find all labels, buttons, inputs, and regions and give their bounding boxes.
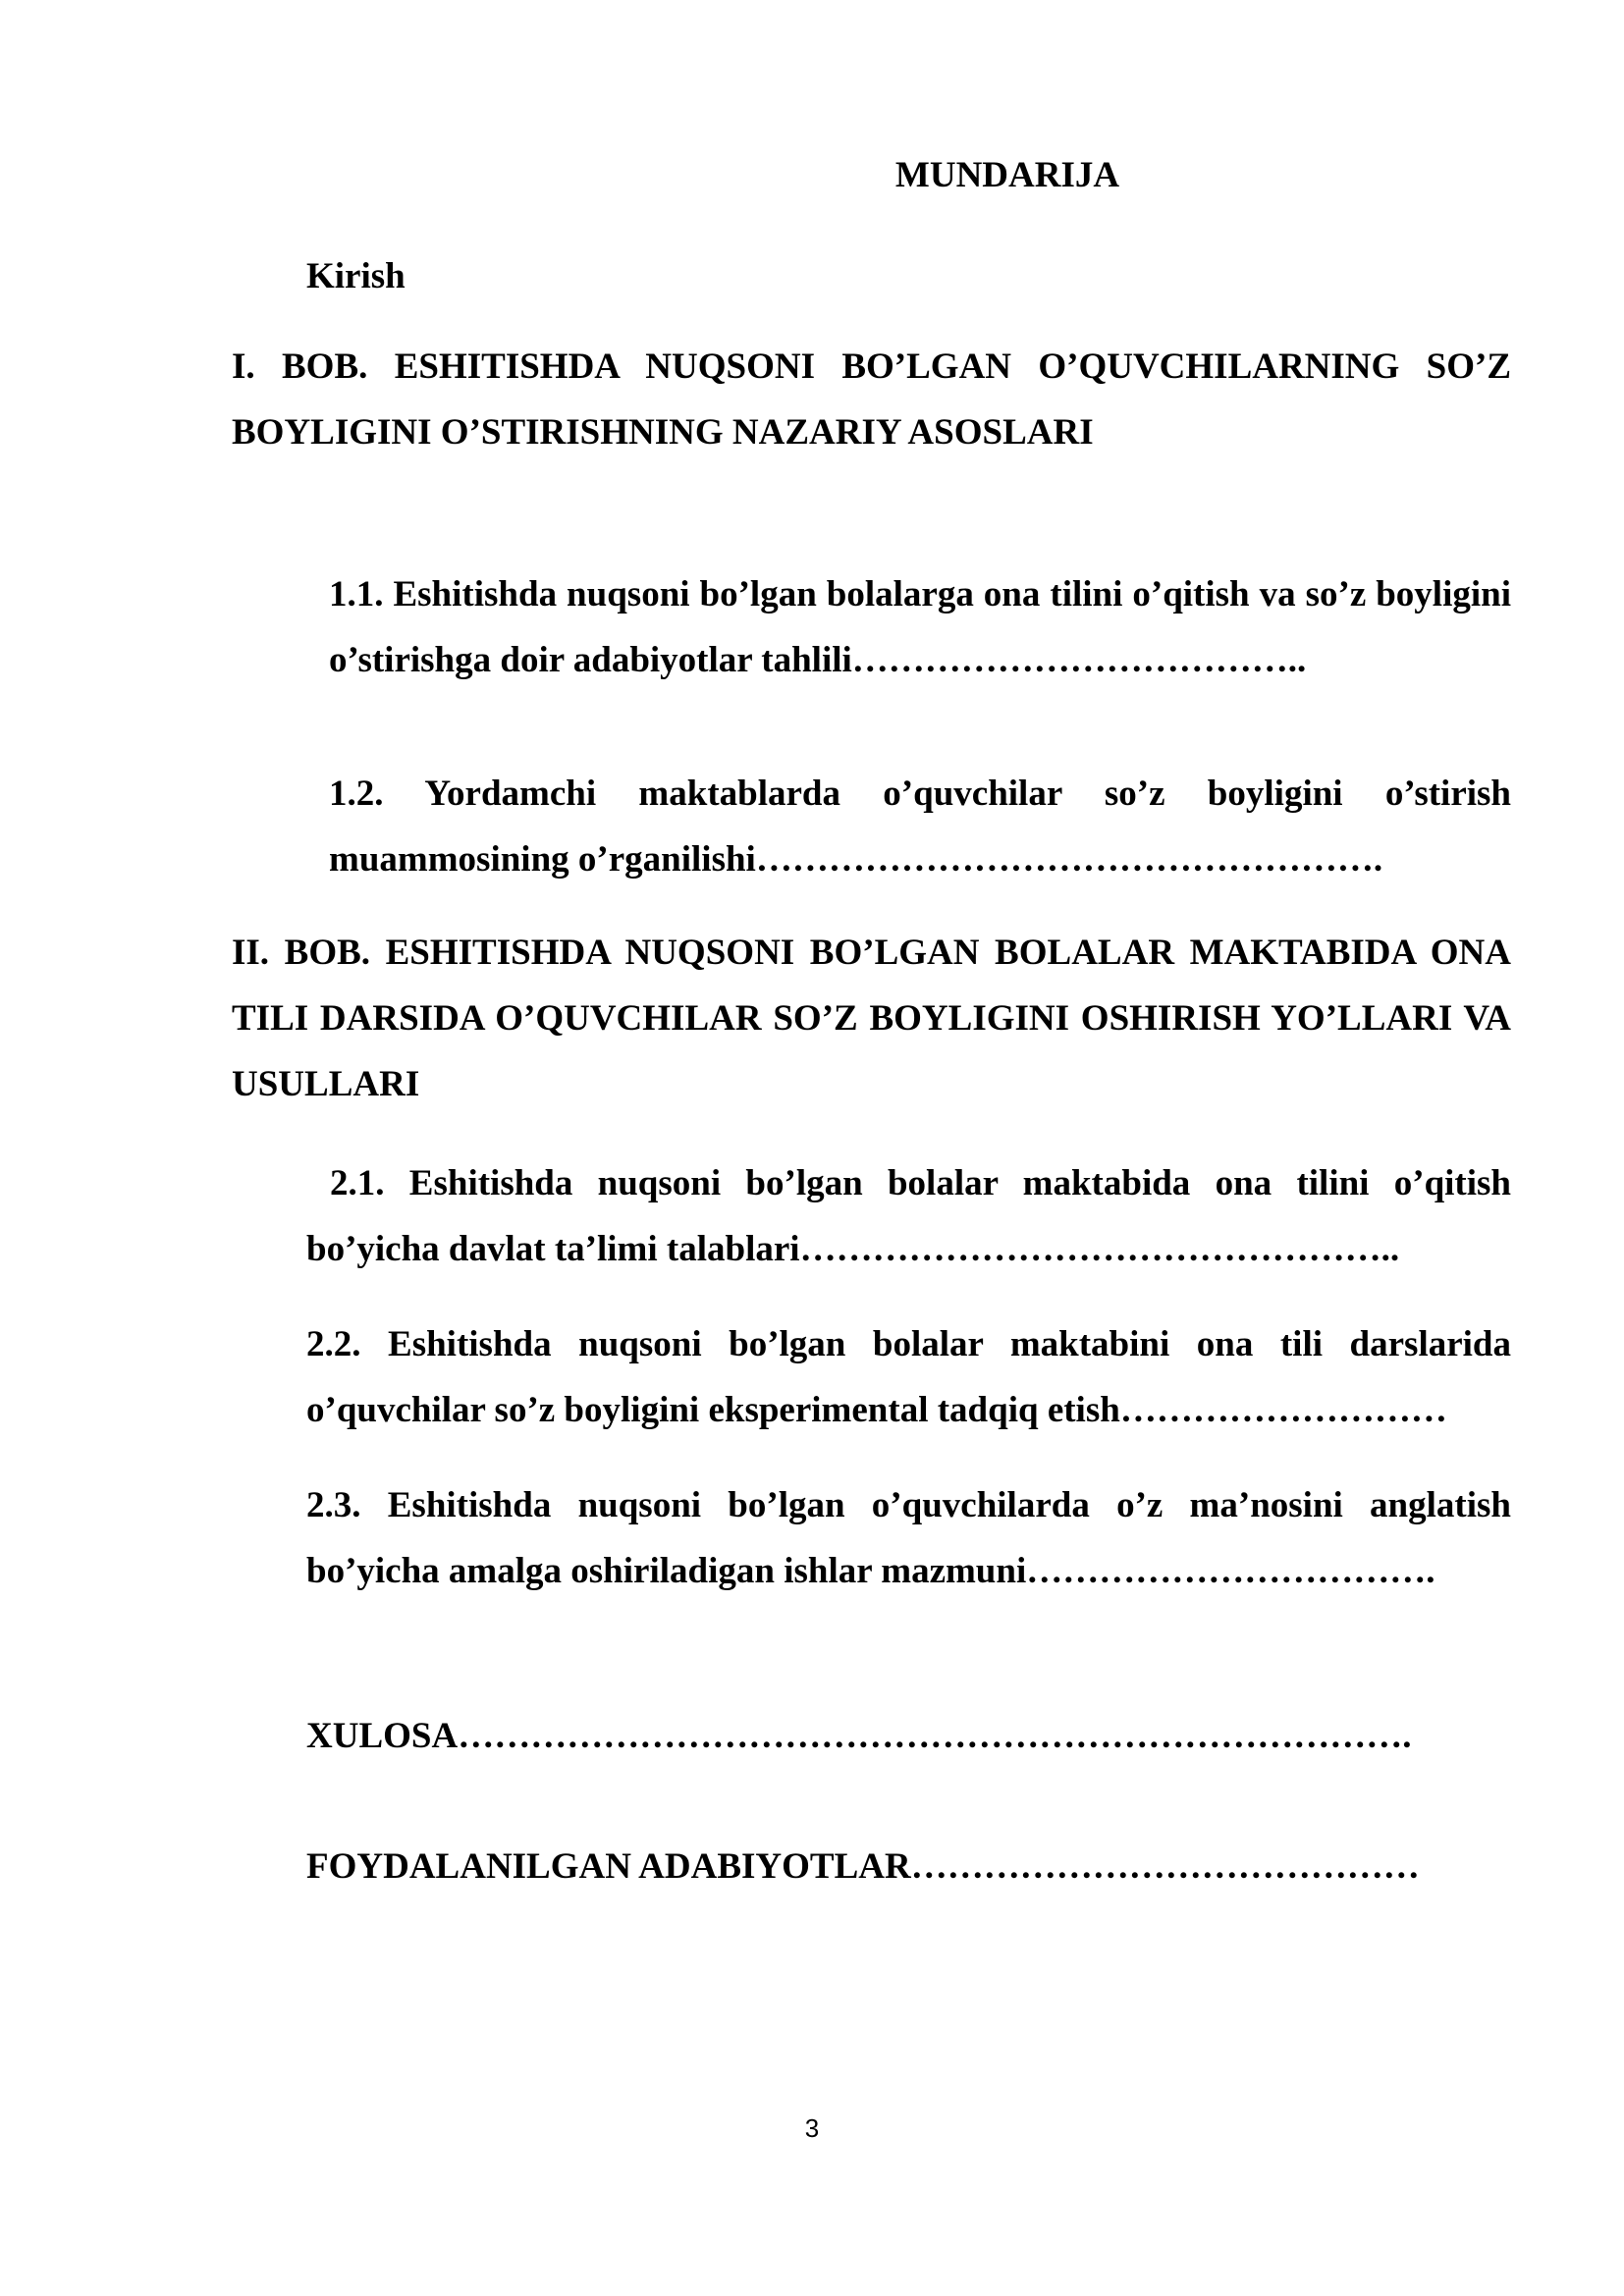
page-title: MUNDARIJA	[894, 155, 1120, 195]
section-2-3-text: 2.3. Eshitishda nuqsoni bo’lgan o’quvchilarda o’z ma’nosini anglatish bo’yicha amalga oshiriladigan ishlar mazmuni	[306, 1485, 1511, 1591]
toc-section-1-1	[329, 561, 1511, 693]
section-1-2-text: 1.2. Yordamchi maktablarda o’quvchilar so’z boyligini o’stirish muammosining o’rganilishi	[329, 774, 1511, 880]
toc-section-1-2	[329, 761, 1511, 892]
section-1-1-text: 1.1. Eshitishda nuqsoni bo’lgan bolalarga ona tilini o’qitish va so’z boyligini o’stirishga doir adabiyotlar tahlili	[329, 574, 1511, 680]
chapter-2-title: II. BOB. ESHITISHDA NUQSONI BO’LGAN BOLALAR MAKTABIDA ONA TILI DARSIDA O’QUVCHILAR SO’Z BOYLIGINI OSHIRISH YO’LLARI VA USULLARI	[232, 933, 1511, 1104]
toc-section-2-1	[306, 1150, 1511, 1282]
references-text: FOYDALANILGAN ADABIYOTLAR	[306, 1846, 911, 1887]
chapter-1-title: I. BOB. ESHITISHDA NUQSONI BO’LGAN O’QUVCHILARNING SO’Z BOYLIGINI O’STIRISHNING NAZARIY ASOSLARI	[232, 347, 1511, 453]
toc-entry-conclusion	[306, 1703, 1511, 1769]
conclusion-text: XULOSA	[306, 1716, 459, 1756]
toc-section-2-2	[306, 1311, 1511, 1443]
toc-chapter-2	[232, 920, 1511, 1117]
section-2-2-text: 2.2. Eshitishda nuqsoni bo’lgan bolalar maktabini ona tili darslarida o’quvchilar so’z boyligini eksperimental tadqiq etish	[306, 1324, 1511, 1430]
conclusion-leader: …………………………………………………………………….	[458, 1716, 1412, 1756]
toc-section-2-3	[306, 1472, 1511, 1604]
section-2-3-leader: …………………………….	[1026, 1551, 1435, 1591]
section-1-1-leader: ………………………………..	[851, 640, 1307, 680]
section-2-1-leader: …………………………………………..	[799, 1229, 1400, 1269]
section-1-2-leader: …………………………………………….	[755, 839, 1383, 880]
toc-chapter-1	[232, 334, 1511, 465]
section-2-1-text: 2.1. Eshitishda nuqsoni bo’lgan bolalar maktabida ona tilini o’qitish bo’yicha davlat ta’limi talablari	[306, 1163, 1511, 1269]
references-leader: ……………………………………	[910, 1846, 1420, 1887]
toc-entry-references	[306, 1834, 1511, 1899]
section-2-2-leader: ………………………	[1119, 1390, 1447, 1430]
introduction-label: Kirish	[306, 256, 406, 296]
toc-entry-introduction	[306, 243, 1511, 309]
page-number: 3	[804, 2113, 820, 2143]
